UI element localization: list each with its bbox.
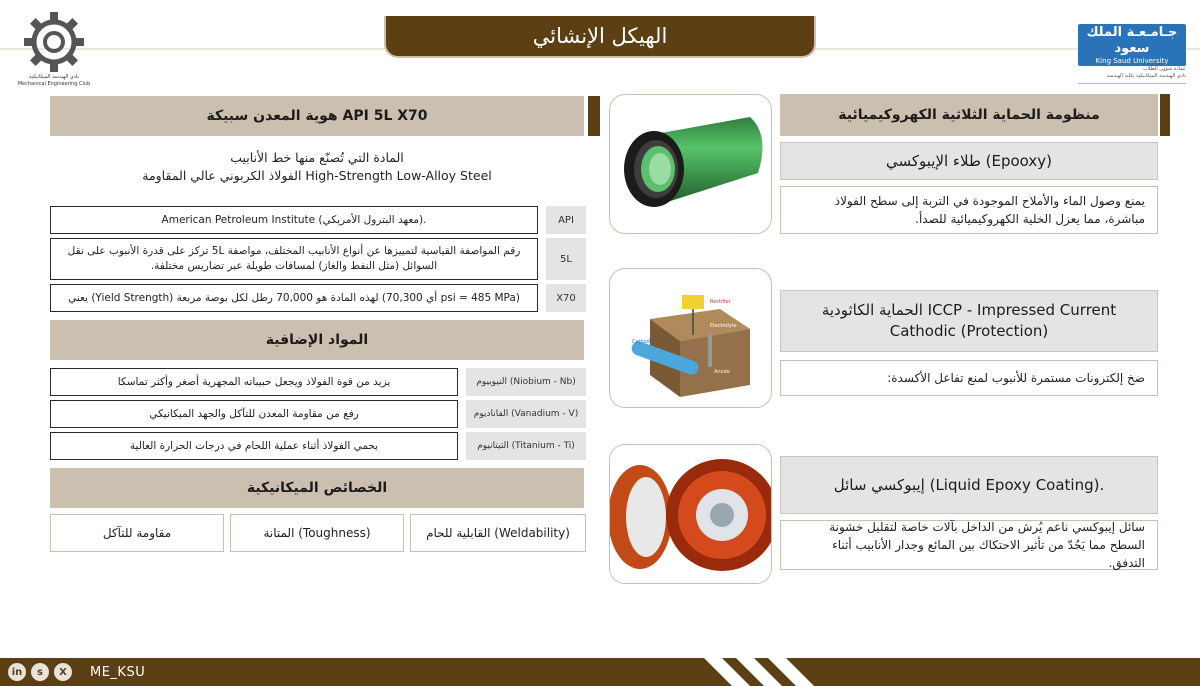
iccp-description: ضخ إلكترونات مستمرة للأنبوب لمنع تفاعل الأكسدة: bbox=[780, 360, 1158, 396]
ksu-logo: جـامـعـة الملك سعود King Saud University bbox=[1078, 24, 1186, 66]
niobium-description: يزيد من قوة الفولاذ ويجعل حبيباته المجهرية أصغر وأكثر تماسكا bbox=[50, 368, 458, 396]
liquid-epoxy-description: سائل إيبوكسي ناعم يُرش من الداخل بآلات خاصة لتقليل خشونة السطح مما يَحُدّ من تأثير الاحتكاك بين المائع وجدار الأنابيب أثناء التدفق. bbox=[780, 520, 1158, 570]
x70-label: X70 bbox=[546, 284, 586, 312]
niobium-label: النيوبيوم (Niobium - Nb) bbox=[466, 368, 586, 396]
api-description: American Petroleum Institute (معهد البترول الأمريكي). bbox=[50, 206, 538, 234]
footer-bar bbox=[0, 658, 1200, 686]
section-accent-right bbox=[1160, 94, 1170, 136]
section-accent bbox=[588, 96, 600, 136]
5l-description: رقم المواصفة القياسية لتمييزها عن أنواع الأنابيب المختلف، مواصفة 5L تركز على قدرة الأنبوب على نقل السوائل (مثل النفط والغاز) لمسافات طويلة عبر تضاريس مختلفة. bbox=[50, 238, 538, 280]
protection-heading: منظومة الحماية الثلاثية الكهروكيميائية bbox=[780, 94, 1158, 136]
additives-heading: المواد الإضافية bbox=[50, 320, 584, 360]
x70-description: يعني (Yield Strength) لهذه المادة هو 70,000 رطل لكل بوصة مربعة (أي 70,300 psi = 485 MPa) bbox=[50, 284, 538, 312]
5l-label: 5L bbox=[546, 238, 586, 280]
snapchat-icon[interactable]: s bbox=[31, 663, 49, 681]
weldability-box: القابلية للحام (Weldability) bbox=[410, 514, 586, 552]
epoxy-title: طلاء الإيبوكسي (Epooxy) bbox=[780, 142, 1158, 180]
cathodic-protection-diagram bbox=[609, 268, 772, 408]
material-line-2: الفولاذ الكربوني عالي المقاومة High-Strength Low-Alloy Steel bbox=[142, 168, 492, 183]
social-handle: ME_KSU bbox=[90, 664, 146, 680]
linkedin-icon[interactable]: in bbox=[8, 663, 26, 681]
titanium-label: التيتانيوم (Titanium - Ti) bbox=[466, 432, 586, 460]
vanadium-description: رفع من مقاومة المعدن للتآكل والجهد الميكانيكي bbox=[50, 400, 458, 428]
epoxy-description: يمنع وصول الماء والأملاح الموجودة في التربة إلى سطح الفولاذ مباشرة، مما يعزل الخلية الكهروكيميائية للصدأ. bbox=[780, 186, 1158, 234]
material-heading: هوية المعدن سبيكة API 5L X70 bbox=[50, 96, 584, 136]
page-title: الهيكل الإنشائي bbox=[384, 16, 816, 58]
corrosion-resistance-box: مقاومة للتآكل bbox=[50, 514, 224, 552]
club-name: نادي الهندسة الميكانيكية Mechanical Engineering Club bbox=[17, 74, 91, 87]
mechanical-heading: الخصائص الميكانيكية bbox=[50, 468, 584, 508]
toughness-box: المتانة (Toughness) bbox=[230, 514, 404, 552]
vanadium-label: الفاناديوم (Vanadium - V) bbox=[466, 400, 586, 428]
ksu-divider bbox=[1078, 83, 1186, 84]
api-label: API bbox=[546, 206, 586, 234]
lined-pipe-image bbox=[609, 444, 772, 584]
titanium-description: يحمي الفولاذ أثناء عملية اللحام في درجات الحرارة العالية bbox=[50, 432, 458, 460]
electrolyte-label: Electrolyte bbox=[710, 323, 737, 329]
liquid-epoxy-title: إيبوكسي سائل (Liquid Epoxy Coating). bbox=[780, 456, 1158, 514]
x-icon[interactable]: X bbox=[54, 663, 72, 681]
rectifier-label: Rectifier bbox=[710, 299, 731, 305]
anode-label: Anode bbox=[714, 369, 730, 375]
iccp-title: الحماية الكاثودية ICCP - Impressed Current Cathodic (Protection) bbox=[780, 290, 1158, 352]
coated-pipe-image bbox=[609, 94, 772, 234]
cathode-label: Cathode bbox=[632, 339, 653, 345]
ksu-subtitle: عمادة شؤون الطلاب نادي الهندسة الميكانيكية بكلية الهندسة bbox=[1106, 66, 1186, 79]
material-line-1: المادة التي تُصنّع منها خط الأنابيب bbox=[230, 150, 404, 165]
